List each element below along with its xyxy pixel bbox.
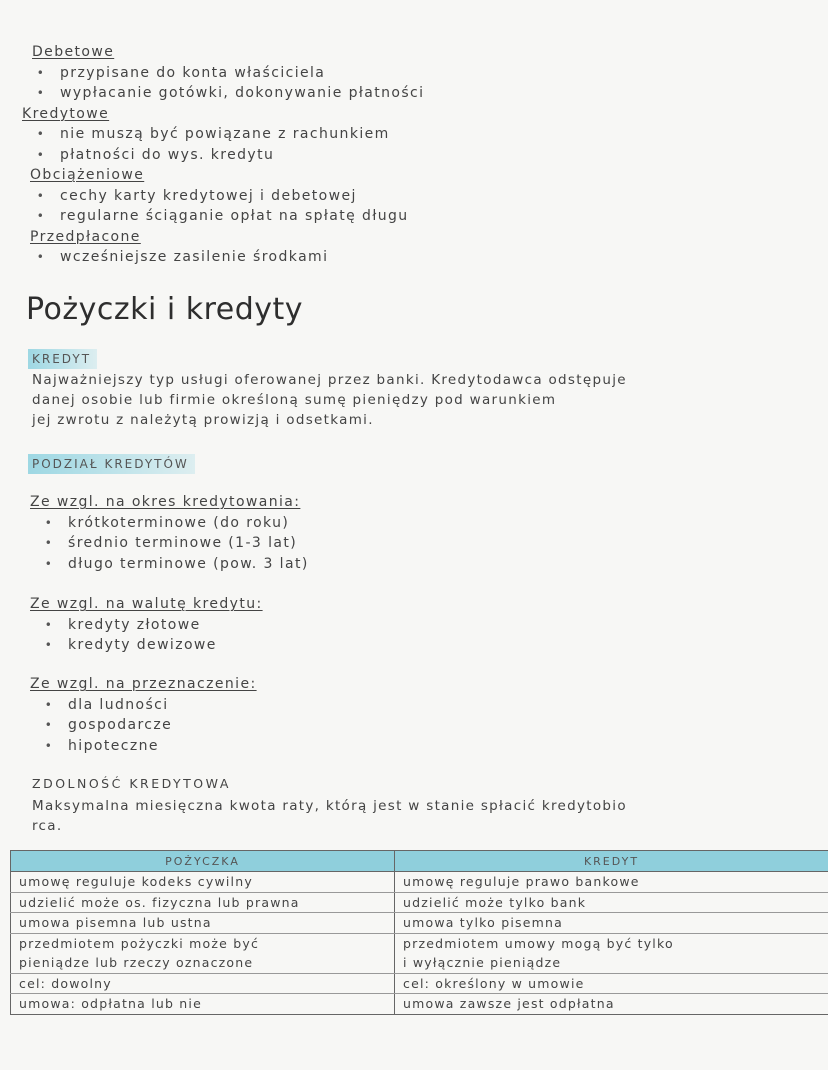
section-heading: Przedpłacone bbox=[30, 228, 141, 245]
list-item: • wcześniejsze zasilenie środkami bbox=[22, 247, 424, 268]
zdolnosc-definition: Maksymalna miesięczna kwota raty, którą jest w stanie spłacić kredytobio rca. bbox=[32, 798, 627, 834]
table-header-row bbox=[11, 851, 828, 872]
table-row bbox=[11, 872, 828, 893]
group-heading: Ze wzgl. na przeznaczenie: bbox=[30, 676, 257, 692]
table-row bbox=[11, 933, 828, 953]
table-cell: umowa pisemna lub ustna bbox=[11, 913, 395, 934]
bullet-icon: • bbox=[44, 718, 54, 732]
list-item: • gospodarcze bbox=[30, 715, 257, 736]
table-row bbox=[11, 892, 828, 913]
bullet-icon: • bbox=[36, 209, 46, 223]
table-row bbox=[11, 973, 828, 994]
bullet-icon: • bbox=[36, 250, 46, 264]
table-cell: udzielić może os. fizyczna lub prawna bbox=[11, 892, 395, 913]
column-header-pozyczka: POŻYCZKA bbox=[11, 851, 395, 872]
bullet-icon: • bbox=[36, 147, 46, 162]
list-item: • kredyty dewizowe bbox=[30, 635, 263, 656]
bullet-icon: • bbox=[44, 556, 54, 571]
list-item: • wypłacanie gotówki, dokonywanie płatności bbox=[22, 83, 424, 104]
list-item: • średnio terminowe (1-3 lat) bbox=[30, 533, 309, 554]
list-item: • krótkoterminowe (do roku) bbox=[30, 513, 309, 534]
list-item: • kredyty złotowe bbox=[30, 615, 263, 636]
list-item: • hipoteczne bbox=[30, 736, 257, 757]
table-cell: umowa tylko pisemna bbox=[395, 913, 828, 934]
list-item: • długo terminowe (pow. 3 lat) bbox=[30, 554, 309, 575]
section-heading: Kredytowe bbox=[22, 105, 110, 122]
zdolnosc-label: ZDOLNOŚĆ KREDYTOWA bbox=[32, 776, 231, 791]
card-types-list bbox=[22, 42, 424, 268]
section-heading: Debetowe bbox=[32, 44, 115, 60]
bullet-icon: • bbox=[44, 638, 54, 652]
list-item: • cechy karty kredytowej i debetowej bbox=[22, 186, 424, 207]
bullet-icon: • bbox=[36, 65, 46, 80]
group-heading: Ze wzgl. na walutę kredytu: bbox=[30, 596, 263, 612]
list-item: • przypisane do konta właściciela bbox=[22, 63, 424, 84]
podzial-label: PODZIAŁ KREDYTÓW bbox=[28, 453, 195, 474]
bullet-icon: • bbox=[36, 127, 46, 141]
bullet-icon: • bbox=[44, 515, 54, 530]
table-cell: umowę reguluje kodeks cywilny bbox=[11, 872, 395, 893]
bullet-icon: • bbox=[44, 697, 54, 712]
table-cell: pieniądze lub rzeczy oznaczone bbox=[11, 953, 395, 973]
table-row bbox=[11, 994, 828, 1015]
bullet-icon: • bbox=[44, 536, 54, 550]
list-item: • dla ludności bbox=[30, 695, 257, 716]
bullet-icon: • bbox=[44, 617, 54, 632]
table-cell: przedmiotem umowy mogą być tylko bbox=[395, 933, 828, 953]
table-cell: umowa zawsze jest odpłatna bbox=[395, 994, 828, 1015]
table-cell: cel: określony w umowie bbox=[395, 973, 828, 994]
kredyt-label: KREDYT bbox=[28, 348, 97, 369]
table-cell: udzielić może tylko bank bbox=[395, 892, 828, 913]
column-header-kredyt: KREDYT bbox=[395, 851, 828, 872]
table-row bbox=[11, 953, 828, 973]
group-okres bbox=[30, 492, 309, 574]
bullet-icon: • bbox=[36, 86, 46, 100]
table-cell: umowę reguluje prawo bankowe bbox=[395, 872, 828, 893]
table-cell: cel: dowolny bbox=[11, 973, 395, 994]
bullet-icon: • bbox=[36, 188, 46, 203]
table-row bbox=[11, 913, 828, 934]
table-cell: umowa: odpłatna lub nie bbox=[11, 994, 395, 1015]
group-przeznaczenie bbox=[30, 674, 257, 756]
section-heading: Obciążeniowe bbox=[30, 167, 145, 183]
kredyt-definition: Najważniejszy typ usługi oferowanej przez banki. Kredytodawca odstępuje danej osobie lub firmie określoną sumę pieniędzy pod warunkiem jej zwrotu z należytą prowizją i odsetkami. bbox=[32, 372, 627, 428]
bullet-icon: • bbox=[44, 738, 54, 753]
list-item: • płatności do wys. kredytu bbox=[22, 145, 424, 166]
table-cell: i wyłącznie pieniądze bbox=[395, 953, 828, 973]
group-heading: Ze wzgl. na okres kredytowania: bbox=[30, 494, 301, 510]
comparison-table bbox=[10, 850, 828, 1015]
list-item: • nie muszą być powiązane z rachunkiem bbox=[22, 124, 424, 145]
list-item: • regularne ściąganie opłat na spłatę długu bbox=[22, 206, 424, 227]
group-waluta bbox=[30, 594, 263, 656]
page-title: Pożyczki i kredyty bbox=[26, 292, 304, 327]
table-cell: przedmiotem pożyczki może być bbox=[11, 933, 395, 953]
